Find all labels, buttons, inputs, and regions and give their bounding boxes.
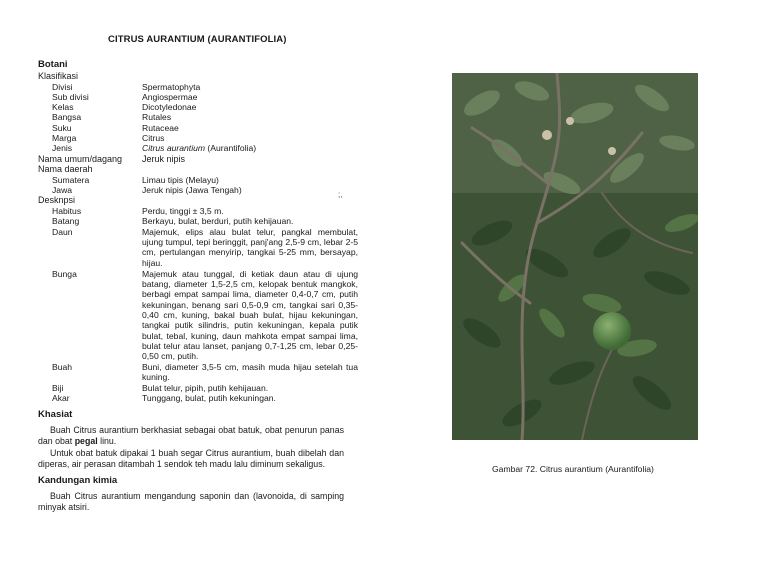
classification-row	[38, 133, 358, 143]
row-key: Marga	[52, 133, 77, 144]
deskripsi-row	[38, 227, 358, 268]
row-key: Bangsa	[52, 112, 82, 123]
classification-row	[38, 143, 358, 153]
nama-daerah-label-row	[38, 164, 358, 175]
row-key: Akar	[52, 393, 70, 404]
nama-umum-value: Jeruk nipis	[142, 153, 186, 164]
nama-daerah-label: Nama daerah	[38, 164, 93, 175]
nama-umum-label: Nama umum/dagang	[38, 153, 123, 164]
khasiat-text-end: linu.	[97, 436, 117, 446]
row-value: Majemuk atau tunggal, di ketiak daun atau di ujung batang, diameter 1,5-2,5 cm, kelopak bentuk mangkok, berbagi empat sampai lima, diameter 0,4-0,7 cm, putih kekuningan, benang sari 0,5-0,9 cm, tangkai sari 0,35-0,40 cm, kuning, bakal buah bulat, hijau kekuningan, tangkai putik silindris, putin kekuningan, kepala putik bulat, tebal, kuning, daun mahkota empat sampai lima, bulat telur atau lanset, panjang 0,7-1,25 cm, lebar 0,25-0,50 cm, putih.	[142, 268, 358, 362]
nama-umum-row	[38, 154, 358, 165]
row-value: Limau tipis (Melayu)	[142, 174, 219, 185]
row-value: Buni, diameter 3,5-5 cm, masih muda hijau setelah tua kuning.	[142, 361, 358, 382]
deskripsi-label: Desknpsi	[38, 195, 76, 206]
plant-photo	[452, 73, 698, 440]
row-key: Buah	[52, 361, 73, 372]
row-key: Sub divisi	[52, 91, 89, 102]
classification-row	[38, 102, 358, 112]
row-key: Sumatera	[52, 174, 90, 185]
deskripsi-row	[38, 362, 358, 383]
classification-row	[38, 82, 358, 92]
deskripsi-row	[38, 216, 358, 226]
classification-row	[38, 112, 358, 122]
row-value: Bulat telur, pipih, putih kehijauan.	[142, 383, 269, 394]
row-value: Tunggang, bulat, putih kekuningan.	[142, 393, 276, 404]
stray-mark: ;,	[338, 190, 343, 199]
figure-caption: Gambar 72. Citrus aurantium (Aurantifolia)	[492, 464, 654, 474]
deskripsi-row	[38, 383, 358, 393]
row-value: Jeruk nipis (Jawa Tengah)	[142, 185, 242, 196]
khasiat-bold-word: pegal	[74, 436, 98, 446]
daerah-row	[38, 185, 358, 195]
row-value: Angiospermae	[142, 91, 198, 102]
row-value: Perdu, tinggi ± 3,5 m.	[142, 206, 224, 217]
khasiat-paragraph-1	[38, 425, 344, 447]
klasifikasi-label: Klasifikasi	[38, 71, 79, 81]
kandungan-paragraph: Buah Citrus aurantium mengandung saponin dan (lavonoida, di samping minyak atsiri.	[38, 491, 344, 512]
row-key: Jenis	[52, 143, 73, 154]
lime-fruit	[593, 312, 631, 350]
row-key: Jawa	[52, 185, 73, 196]
khasiat-text: Buah Citrus aurantium berkhasiat sebagai obat batuk, obat penurun panas dan obat	[38, 425, 344, 446]
row-key: Batang	[52, 216, 80, 227]
deskripsi-row	[38, 206, 358, 216]
species-variety: (Aurantifolia)	[205, 143, 257, 154]
classification-row	[38, 123, 358, 133]
row-key: Suku	[52, 122, 72, 133]
row-value: Spermatophyta	[142, 81, 201, 92]
row-value: Citrus	[142, 133, 165, 144]
species-name: Citrus aurantium	[142, 143, 206, 154]
row-key: Habitus	[52, 206, 82, 217]
klasifikasi-label-row	[38, 71, 358, 82]
row-value: Rutales	[142, 112, 172, 123]
khasiat-heading: Khasiat	[38, 409, 73, 420]
deskripsi-row	[38, 393, 358, 403]
row-key: Divisi	[52, 81, 73, 92]
kandungan-heading: Kandungan kimia	[38, 475, 118, 486]
citrus-plant-image	[452, 73, 698, 440]
botani-section	[38, 71, 358, 404]
row-key: Kelas	[52, 102, 74, 113]
row-key: Daun	[52, 226, 73, 237]
row-value: Dicotyledonae	[142, 102, 197, 113]
classification-row	[38, 92, 358, 102]
row-value	[142, 143, 358, 153]
botani-heading: Botani	[38, 59, 68, 70]
row-key: Bunga	[52, 268, 77, 279]
deskripsi-row	[38, 269, 358, 362]
row-value: Berkayu, bulat, berduri, putih kehijauan.	[142, 216, 294, 227]
deskripsi-label-row	[38, 195, 358, 206]
row-key: Biji	[52, 383, 64, 394]
row-value: Majemuk, elips alau bulat telur, pangkal membulat, ujung tumpul, tepi beringgit, panj'ang 2,5-9 cm, lebar 2-5 cm, pertulangan menyirip, tangkai 5-25 mm, bersayap, hijau.	[142, 226, 358, 268]
daerah-row	[38, 175, 358, 185]
row-value: Rutaceae	[142, 122, 179, 133]
page-title: CITRUS AURANTIUM (AURANTIFOLIA)	[108, 34, 287, 45]
khasiat-paragraph-2: Untuk obat batuk dipakai 1 buah segar Citrus aurantium, buah dibelah dan diperas, air perasan ditambah 1 sendok teh madu lalu diminum sekaligus.	[38, 448, 344, 469]
